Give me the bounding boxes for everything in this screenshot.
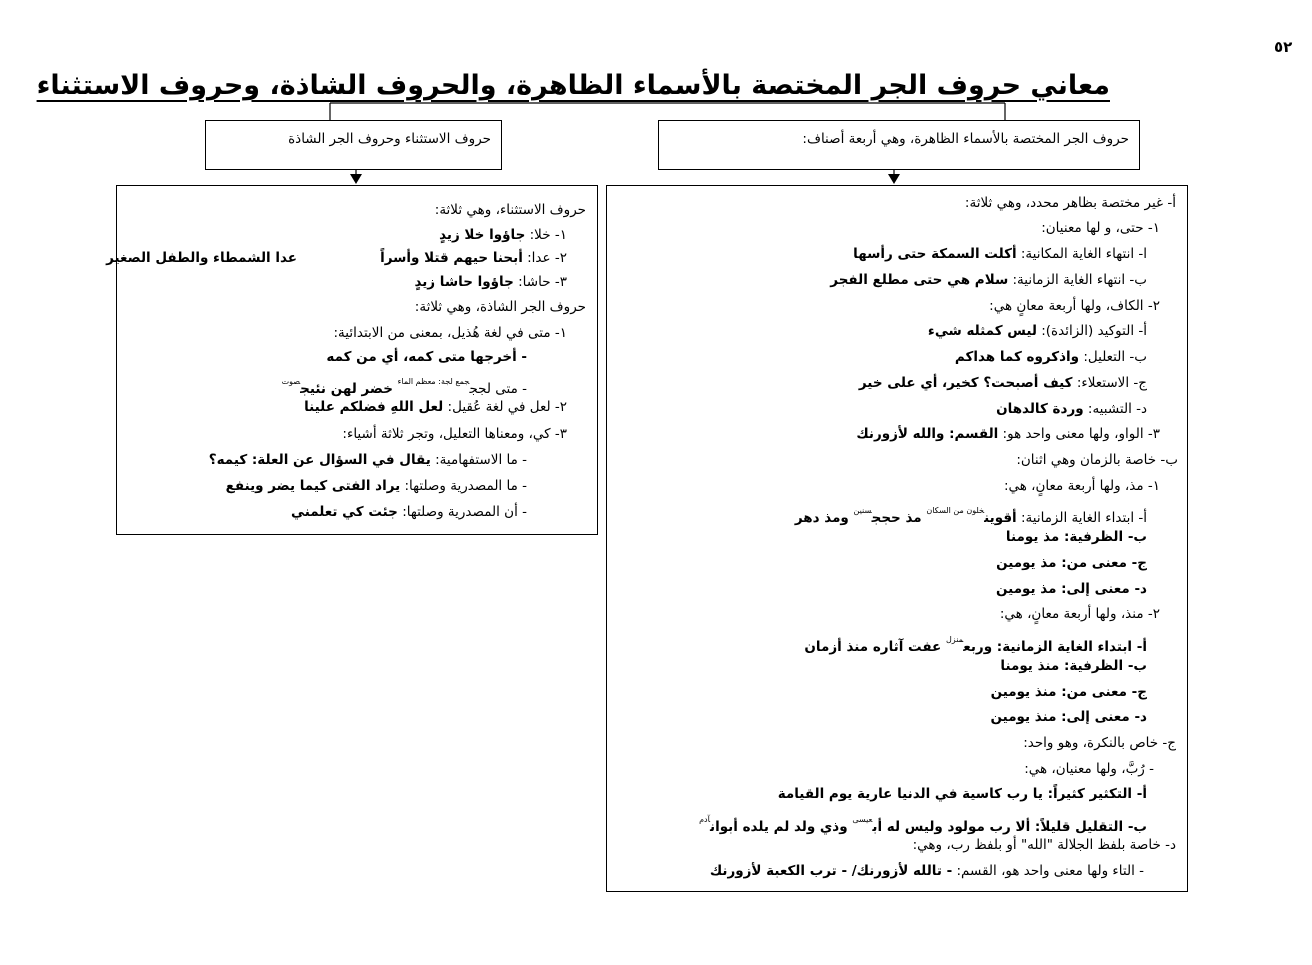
text-line: ١- خلا: جاؤوا خلا زيدٍ [439, 227, 567, 243]
arrow-down-icon [888, 174, 900, 184]
text-line: - أن المصدرية وصلتها: جئت كي تعلمني [291, 504, 527, 520]
text-line: ٣- حاشا: جاؤوا حاشا زيدٍ [414, 274, 567, 290]
header-box-left [205, 120, 502, 170]
header-right-text: حروف الجر المختصة بالأسماء الظاهرة، وهي أربعة أصناف: [802, 131, 1129, 147]
text-line: ب- الظرفية: منذ يومنا [1000, 658, 1147, 674]
text-line: حروف الاستثناء، وهي ثلاثة: [434, 202, 586, 218]
text-line: ج- خاص بالنكرة، وهو واحد: [1023, 735, 1176, 751]
text-line: ٢- منذ، ولها أربعة معانٍ، هي: [999, 606, 1160, 622]
text-line: - التاء ولها معنى واحد هو، القسم: - تالله لأزورنك/ - ترب الكعبة لأزورنك [709, 863, 1144, 879]
text-line: - متى لجج$^{جمع لجة: معظم الماء}$ خضر لهن نئيج$^{صوت}$ [281, 377, 527, 397]
text-line: ج- الاستعلاء: كيف أصبحت؟ كخير، أي على خير [858, 375, 1147, 391]
text-line: د- التشبيه: وردة كالدهان [996, 401, 1147, 417]
text-line: د- خاصة بلفظ الجلالة "الله" أو بلفظ رب، وهي: [912, 837, 1176, 853]
text-line: - أخرجها متى كمه، أي من كمه [326, 349, 527, 365]
text-line: عدا الشمطاء والطفل الصغير [106, 250, 297, 266]
text-line: ١- حتى، و لها معنيان: [1041, 220, 1160, 236]
text-line: ج- معنى من: مذ يومين [996, 555, 1147, 571]
text-line: أ- التكثير كثيراً: يا رب كاسية في الدنيا عارية يوم القيامة [777, 786, 1147, 802]
text-line: - رُبَّ، ولها معنيان، هي: [1024, 761, 1154, 777]
page-number: ٥٢ [1274, 38, 1293, 56]
text-line: أ- التوكيد (الزائدة): ليس كمثله شيء [927, 323, 1147, 339]
arrow-down-icon [350, 174, 362, 184]
text-line: ب- انتهاء الغاية الزمانية: سلام هي حتى مطلع الفجر [830, 272, 1147, 288]
header-box-right [658, 120, 1140, 170]
text-line: ب- الظرفية: مذ يومنا [1005, 529, 1147, 545]
text-line: ١- متى في لغة هُذيل، بمعنى من الابتدائية: [333, 325, 567, 341]
text-line: - ما المصدرية وصلتها: يراد الفتى كيما يضر وينفع [225, 478, 527, 494]
text-line: حروف الجر الشاذة، وهي ثلاثة: [414, 299, 586, 315]
text-line: ا- انتهاء الغاية المكانية: أكلت السمكة حتى رأسها [853, 246, 1147, 262]
text-line: ج- معنى من: منذ يومين [990, 684, 1147, 700]
text-line: ٢- الكاف، ولها أربعة معانٍ هي: [989, 298, 1160, 314]
page-title: معاني حروف الجر المختصة بالأسماء الظاهرة، والحروف الشاذة، وحروف الاستثناء [36, 70, 1110, 101]
text-line: ب- التقليل قليلاً: ألا رب مولود وليس له أب$^{عيسى}$ وذي ولد لم يلده أبوان$^{آدم}$ [699, 815, 1147, 835]
text-line: أ- غير مختصة بظاهر محدد، وهي ثلاثة: [964, 195, 1176, 211]
text-line: - ما الاستفهامية: يقال في السؤال عن العلة: كيمه؟ [208, 452, 527, 468]
text-line: ١- مذ، ولها أربعة معانٍ، هي: [1003, 478, 1160, 494]
text-line: ٣- كي، ومعناها التعليل، وتجر ثلاثة أشياء: [342, 426, 567, 442]
text-line: أ- ابتداء الغاية الزمانية: أقوين$^{خلون من السكان}$ مذ حجج$^{سنين}$ ومذ دهر [794, 506, 1147, 526]
text-line: ب- التعليل: واذكروه كما هداكم [954, 349, 1147, 365]
text-line: ٣- الواو، ولها معنى واحد هو: القسم: والله لأزورنك [856, 426, 1160, 442]
text-line: ٢- عدا: أبحنا حيهم قتلا وأسراً [380, 250, 567, 266]
text-line: ٢- لعل في لغة عُقيل: لعل اللهِ فضلكم علينا [304, 399, 567, 415]
text-line: أ- ابتداء الغاية الزمانية: وربع$^{منزل}$ عفت آثاره منذ أزمان [804, 635, 1147, 655]
text-line: ب- خاصة بالزمان وهي اثنان: [1016, 452, 1178, 468]
header-left-text: حروف الاستثناء وحروف الجر الشاذة [288, 131, 491, 147]
text-line: د- معنى إلى: مذ يومين [996, 581, 1147, 597]
text-line: د- معنى إلى: منذ يومين [990, 709, 1147, 725]
